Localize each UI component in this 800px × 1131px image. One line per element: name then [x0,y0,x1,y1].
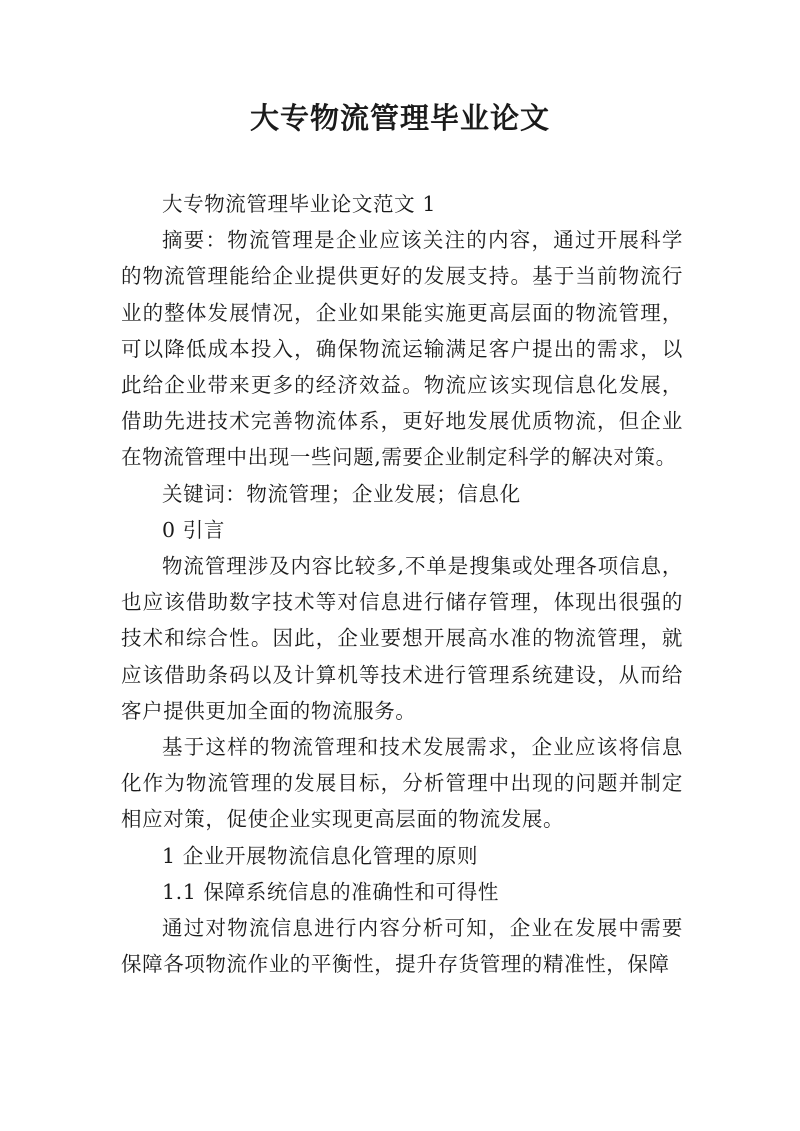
document-title: 大专物流管理毕业论文 [249,101,550,135]
paragraph-subtitle: 大专物流管理毕业论文范文 1 [162,192,436,216]
paragraph-introduction-2: 基于这样的物流管理和技术发展需求，企业应该将信息化作为物流管理的发展目标，分析管理中出现的问题并制定相应对策，促使企业实现更高层面的物流发展。 [121,735,683,832]
paragraph-introduction-1: 物流管理涉及内容比较多,不单是搜集或处理各项信息，也应该借助数字技术等对信息进行储存管理，体现出很强的技术和综合性。因此，企业要想开展高水准的物流管理，就应该借助条码以及计算机等技术进行管理系统建设，从而给客户提供更加全面的物流服务。 [121,554,683,723]
document-body [121,186,683,982]
heading-introduction: 0 引言 [162,517,225,542]
paragraph-section-1-1: 通过对物流信息进行内容分析可知，企业在发展中需要保障各项物流作业的平衡性，提升存货管理的精准性，保障 [121,916,683,977]
heading-section-1-1: 1.1 保障系统信息的准确性和可得性 [162,879,499,904]
heading-section-1: 1 企业开展物流信息化管理的原则 [162,843,479,868]
paragraph-abstract: 摘要：物流管理是企业应该关注的内容，通过开展科学的物流管理能给企业提供更好的发展支持。基于当前物流行业的整体发展情况，企业如果能实施更高层面的物流管理，可以降低成本投入，确保物流运输满足客户提出的需求，以此给企业带来更多的经济效益。物流应该实现信息化发展，借助先进技术完善物流体系，更好地发展优质物流，但企业在物流管理中出现一些问题,需要企业制定科学的解决对策。 [121,228,683,470]
paragraph-keywords: 关键词：物流管理；企业发展；信息化 [162,481,521,506]
